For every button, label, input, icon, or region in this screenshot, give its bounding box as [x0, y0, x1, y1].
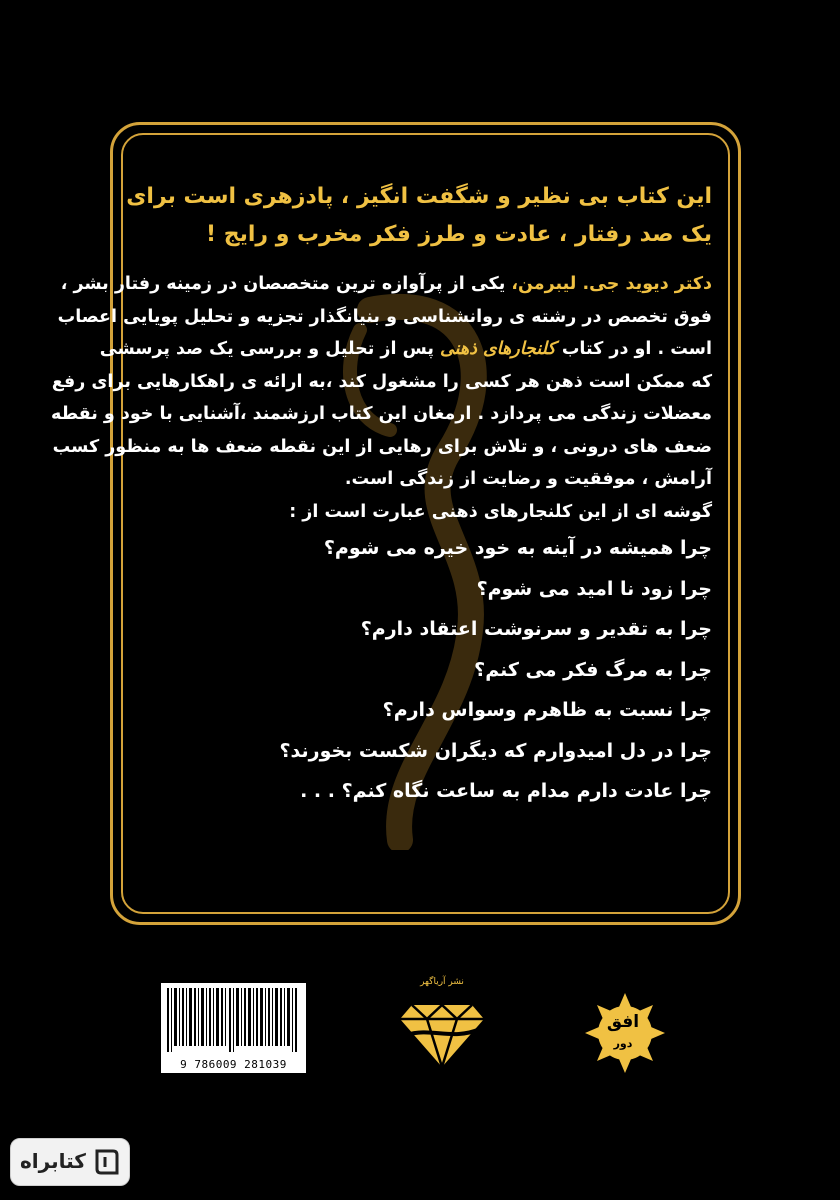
- kitabrah-logo-icon: [91, 1147, 121, 1177]
- body-line-7: آرامش ، موفقیت و رضایت از زندگی است.: [344, 469, 712, 489]
- publisher-diamond-logo: [392, 975, 492, 1075]
- barcode-bars: [167, 988, 300, 1052]
- back-cover-text: [50, 178, 712, 812]
- question-item: چرا عادت دارم مدام به ساعت نگاه کنم؟ . . .: [300, 780, 712, 802]
- ofogh-logo: [585, 993, 665, 1073]
- isbn-barcode: [161, 983, 306, 1073]
- kitabrah-label: کتابراه: [20, 1149, 86, 1173]
- body-line-1-rest: یکی از پرآوازه ترین متخصصان در زمینه رفتار بشر ،: [60, 274, 512, 294]
- body-line-8: گوشه ای از این کلنجارهای ذهنی عبارت است از :: [289, 501, 712, 522]
- question-item: چرا به تقدیر و سرنوشت اعتقاد دارم؟: [360, 618, 712, 640]
- question-list: [140, 528, 712, 812]
- question-item: چرا نسبت به ظاهرم وسواس دارم؟: [382, 699, 712, 721]
- ofogh-logo-subtitle: دور: [613, 1037, 633, 1050]
- body-line-5: معضلات زندگی می پردازد . ارمغان این کتاب ارزشمند ،آشنایی با خود و نقطه: [50, 404, 712, 424]
- body-line-3-after: پس از تحلیل و بررسی یک صد پرسشی: [99, 339, 440, 359]
- body-line-2: فوق تخصص در رشته ی روانشناسی و بنیانگذار تجزیه و تحلیل پویایی اعصاب: [57, 306, 712, 327]
- body-line-4: که ممکن است ذهن هر کسی را مشغول کند ،به ارائه ی راهکارهایی برای رفع: [51, 371, 712, 392]
- author-name: دکتر دیوید جی. لیبرمن،: [511, 274, 712, 294]
- isbn-number: 9 786009 281039: [180, 1058, 287, 1071]
- question-item: چرا در دل امیدوارم که دیگران شکست بخورند؟: [279, 739, 712, 762]
- book-title: کلنجارهای ذهنی: [440, 339, 556, 359]
- ofogh-logo-title: افق: [606, 1012, 640, 1032]
- body-line-3-before: است . او در کتاب: [555, 339, 712, 359]
- question-item: چرا همیشه در آینه به خود خیره می شوم؟: [323, 537, 712, 559]
- body-line-6: ضعف های درونی ، و تلاش برای رهایی از این نقطه ضعف ها به منظور کسب: [52, 436, 712, 457]
- headline-line-1: این کتاب بی نظیر و شگفت انگیز ، پادزهری است برای: [126, 184, 712, 209]
- question-item: چرا به مرگ فکر می کنم؟: [474, 658, 712, 681]
- headline-line-2: یک صد رفتار ، عادت و طرز فکر مخرب و رایج !: [206, 222, 712, 247]
- publisher-name: نشر آریاگهر: [420, 977, 464, 987]
- headline: [126, 178, 712, 254]
- body-line-1: [60, 268, 712, 301]
- body-line-3: [99, 333, 712, 366]
- question-item: چرا زود نا امید می شوم؟: [476, 577, 712, 600]
